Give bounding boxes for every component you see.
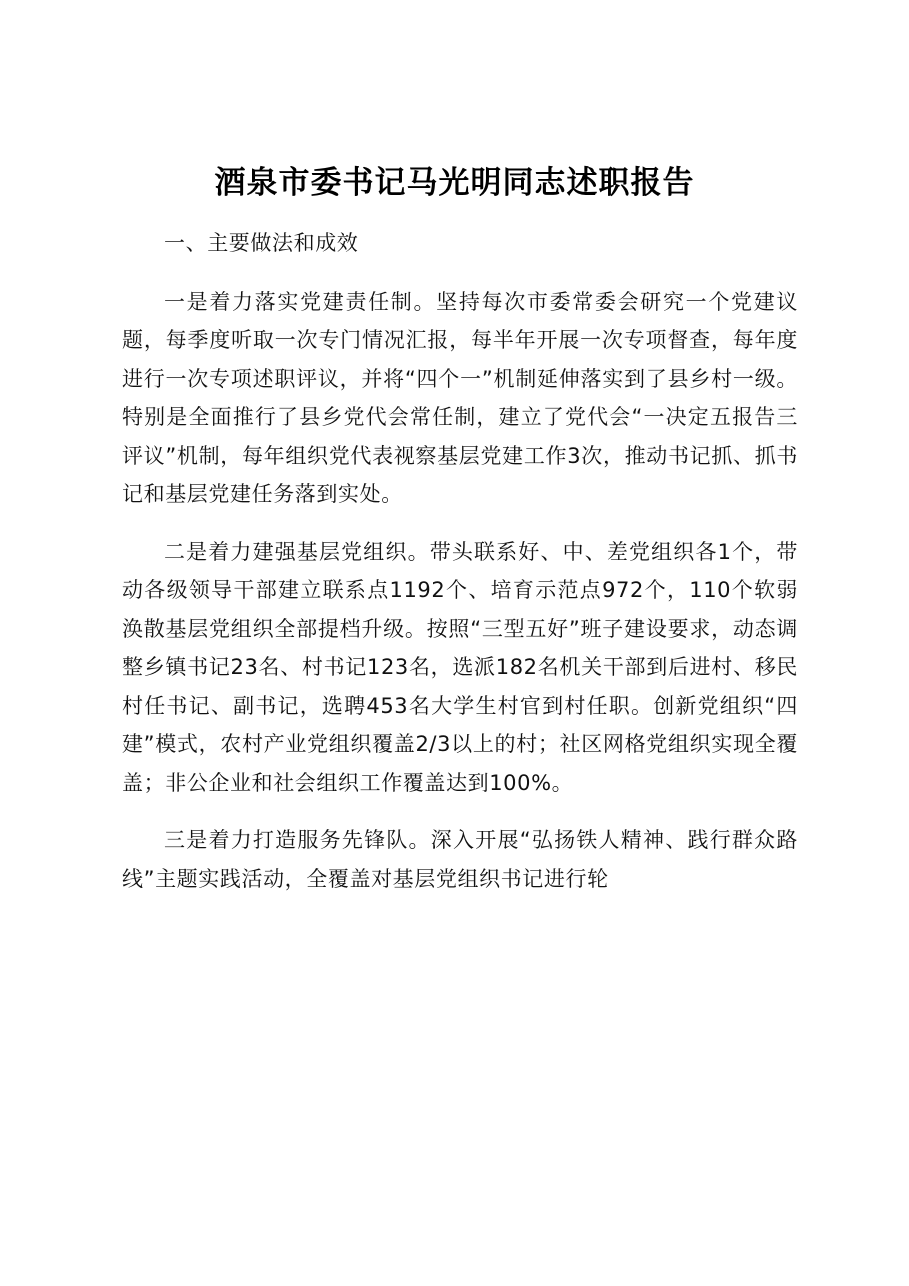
paragraph-2: 二是着力建强基层党组织。带头联系好、中、差党组织各1个，带动各级领导干部建立联系点1192个、培育示范点972个，110个软弱涣散基层党组织全部提档升级。按照“三型五好”班子建设要求，动态调整乡镇书记23名、村书记123名，选派182名机关干部到后进村、移民村任书记、副书记，选聘453名大学生村官到村任职。创新党组织“四建”模式，农村产业党组织覆盖2/3以上的村；社区网格党组织实现全覆盖；非公企业和社会组织工作覆盖达到100%。 (122, 539, 798, 795)
document-body (122, 224, 798, 898)
paragraph-3: 三是着力打造服务先锋队。深入开展“弘扬铁人精神、践行群众路线”主题实践活动，全覆盖对基层党组织书记进行轮 (122, 828, 798, 891)
section-heading: 一、主要做法和成效 (164, 231, 359, 255)
document-title: 酒泉市委书记马光明同志述职报告 (214, 165, 695, 201)
paragraph-1: 一是着力落实党建责任制。坚持每次市委常委会研究一个党建议题，每季度听取一次专门情况汇报，每半年开展一次专项督查，每年度进行一次专项述职评议，并将“四个一”机制延伸落实到了县乡村一级。特别是全面推行了县乡党代会常任制，建立了党代会“一决定五报告三评议”机制，每年组织党代表视察基层党建工作3次，推动书记抓、抓书记和基层党建任务落到实处。 (122, 289, 798, 506)
